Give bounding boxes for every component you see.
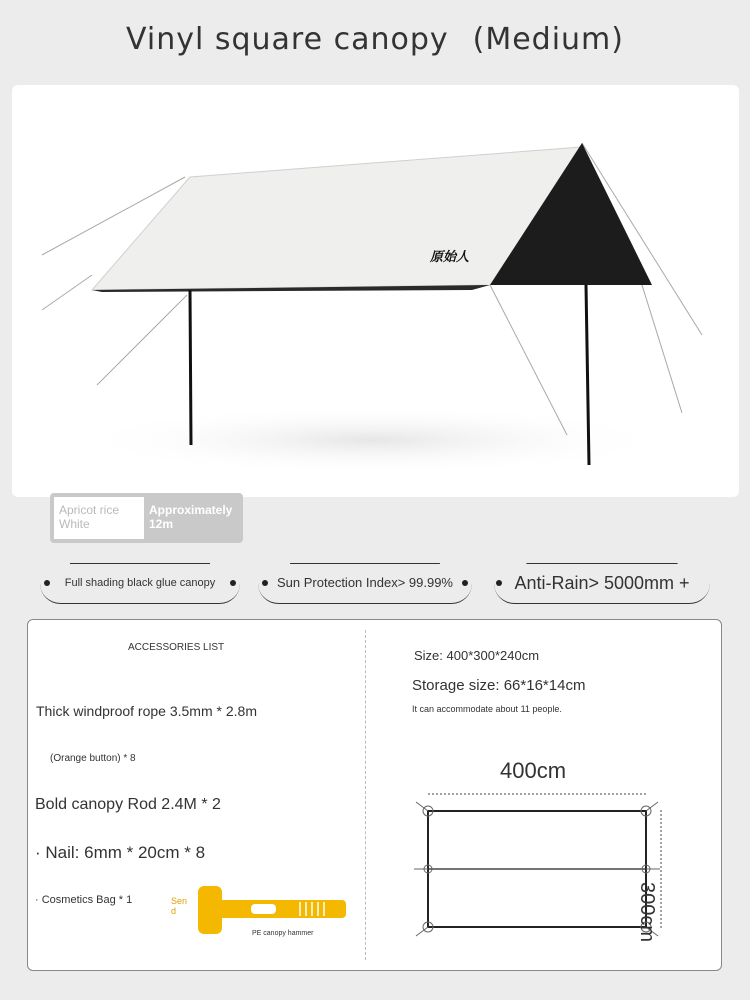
hammer-illustration	[196, 882, 351, 937]
feature-sun-label: Sun Protection Index> 99.99%	[277, 575, 453, 590]
pole-left	[190, 290, 191, 445]
accessory-nail: · Nail: 6mm * 20cm * 8	[35, 843, 206, 862]
product-name: Vinyl square canopy	[126, 22, 449, 57]
color-name: Apricot rice White	[59, 503, 120, 531]
details-panel	[27, 619, 722, 971]
feature-rain-label: Anti-Rain> 5000mm +	[514, 573, 690, 593]
hammer-label: PE canopy hammer	[252, 930, 314, 937]
feature-shading	[40, 563, 240, 604]
product-variant: (Medium)	[472, 22, 624, 57]
spec-storage: Storage size: 66*16*14cm	[412, 677, 586, 694]
size-approx: Approximately 12m	[149, 503, 233, 531]
width-label: 400cm	[500, 758, 567, 783]
accessory-rope: Thick windproof rope 3.5mm * 2.8m	[36, 703, 257, 719]
feature-anti-rain	[494, 563, 710, 604]
product-photo	[12, 85, 739, 497]
accessory-rod: Bold canopy Rod 2.4M * 2	[35, 796, 221, 813]
accessory-rope-note: (Orange button) * 8	[50, 753, 136, 764]
spec-size: Size: 400*300*240cm	[414, 648, 540, 663]
dimension-diagram	[408, 780, 708, 955]
page-title	[0, 22, 750, 57]
depth-label: 300cm	[636, 882, 658, 943]
spec-capacity: It can accommodate about 11 people.	[412, 704, 562, 714]
send-label: Send	[171, 896, 188, 916]
color-swatch[interactable]	[50, 493, 243, 543]
feature-shading-label: Full shading black glue canopy	[64, 577, 216, 589]
accessories-heading: ACCESSORIES LIST	[128, 642, 225, 653]
panel-divider	[365, 630, 366, 960]
feature-sun-protection	[258, 563, 472, 604]
accessory-bag: · Cosmetics Bag * 1	[35, 894, 133, 906]
ground-shadow	[72, 405, 672, 475]
brand-mark: 原始人	[430, 250, 470, 265]
